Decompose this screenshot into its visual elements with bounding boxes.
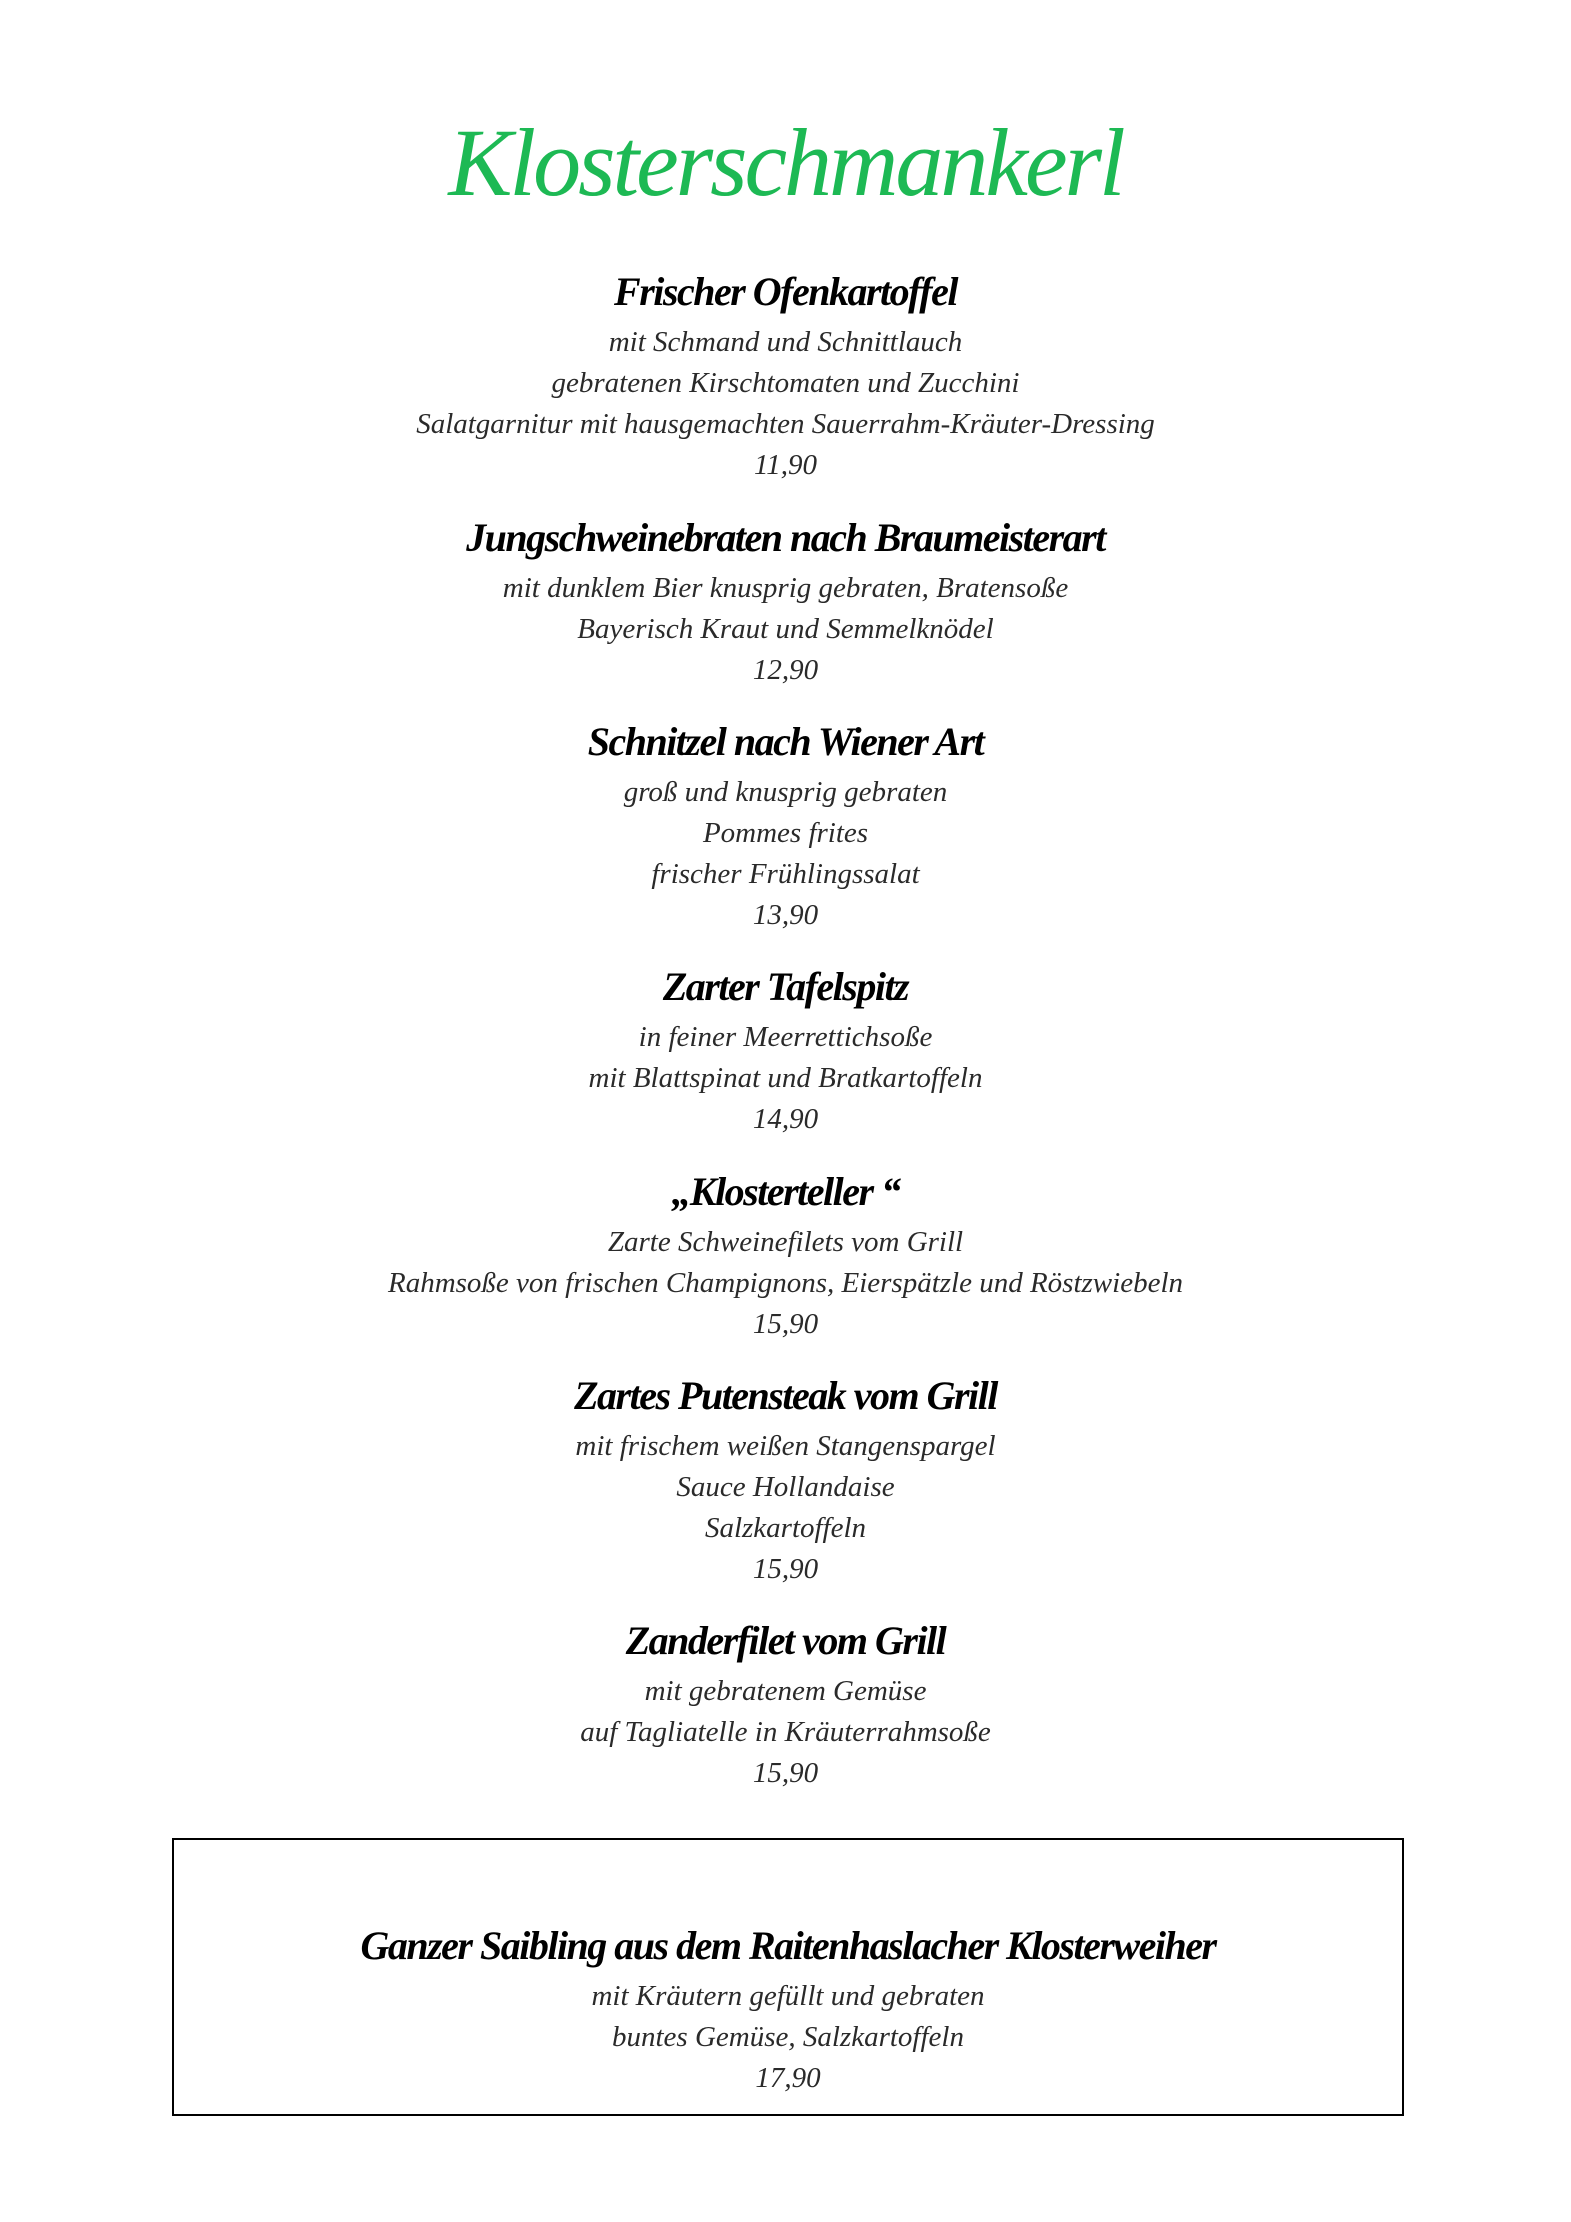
page-title: Klosterschmankerl — [448, 109, 1123, 216]
dish-description: Rahmsoße von frischen Champignons, Eierspätzle und Röstzwiebeln — [387, 1267, 1184, 1299]
dish-price: 15,90 — [752, 1757, 819, 1789]
menu-item — [0, 1372, 1571, 1590]
dish-description: Salzkartoffeln — [704, 1512, 867, 1544]
dish-description: mit Kräutern gefüllt und gebraten — [591, 1980, 985, 2012]
dish-name: Zanderfilet vom Grill — [625, 1618, 946, 1663]
dish-price: 13,90 — [752, 899, 819, 931]
menu-item — [0, 963, 1571, 1140]
dish-description: Salatgarnitur mit hausgemachten Sauerrahm-Kräuter-Dressing — [416, 408, 1155, 440]
menu-item — [0, 268, 1571, 486]
dish-price: 12,90 — [752, 654, 819, 686]
dish-description: auf Tagliatelle in Kräuterrahmsoße — [580, 1716, 991, 1748]
dish-price: 11,90 — [753, 449, 818, 481]
dish-description: Zarte Schweinefilets vom Grill — [607, 1226, 964, 1258]
menu-item — [0, 1617, 1571, 1794]
dish-name: Frischer Ofenkartoffel — [614, 269, 957, 314]
dish-description: gebratenen Kirschtomaten und Zucchini — [551, 367, 1020, 399]
dish-description: mit gebratenem Gemüse — [644, 1675, 927, 1707]
dish-name: „Klosterteller “ — [671, 1169, 900, 1214]
dish-description: in feiner Meerrettichsoße — [638, 1021, 933, 1053]
dish-price: 15,90 — [752, 1553, 819, 1585]
dish-description: Bayerisch Kraut und Semmelknödel — [577, 613, 994, 645]
special-dish-box — [172, 1838, 1404, 2116]
special-menu-item — [174, 1922, 1402, 2099]
dish-name: Zartes Putensteak vom Grill — [574, 1373, 997, 1418]
dish-price: 15,90 — [752, 1308, 819, 1340]
dish-name: Jungschweinebraten nach Braumeisterart — [466, 515, 1105, 560]
dish-description: Sauce Hollandaise — [676, 1471, 895, 1503]
dish-description: buntes Gemüse, Salzkartoffeln — [612, 2021, 964, 2053]
dish-description: mit frischem weißen Stangenspargel — [575, 1430, 996, 1462]
menu-item — [0, 1168, 1571, 1345]
dish-description: Pommes frites — [702, 817, 869, 849]
dish-price: 17,90 — [755, 2062, 821, 2094]
dish-description: groß und knusprig gebraten — [623, 776, 948, 808]
menu-item — [0, 514, 1571, 691]
dish-name: Ganzer Saibling aus dem Raitenhaslacher Klosterweiher — [360, 1923, 1216, 1968]
dish-description: mit Schmand und Schnittlauch — [608, 326, 963, 358]
menu-item — [0, 718, 1571, 936]
dish-description: mit dunklem Bier knusprig gebraten, Bratensoße — [502, 572, 1069, 604]
dish-description: frischer Frühlingssalat — [651, 858, 920, 890]
dish-name: Schnitzel nach Wiener Art — [587, 719, 984, 764]
dish-price: 14,90 — [752, 1103, 819, 1135]
dish-description: mit Blattspinat und Bratkartoffeln — [588, 1062, 983, 1094]
dish-name: Zarter Tafelspitz — [662, 964, 909, 1009]
